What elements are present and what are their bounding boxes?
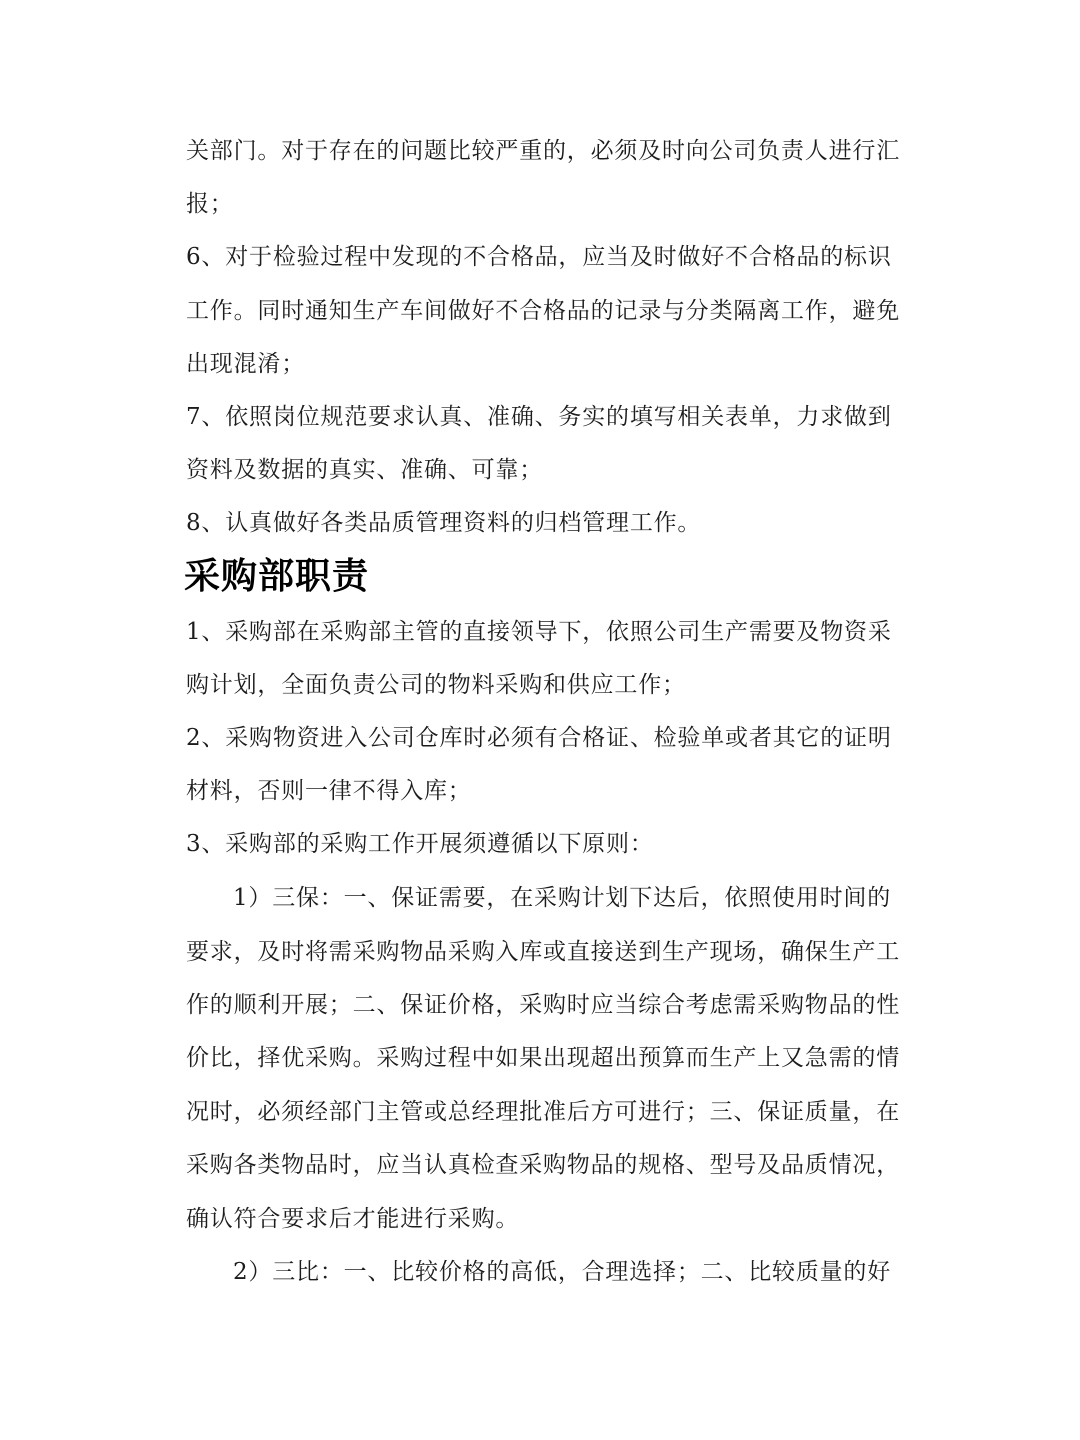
text-line: 工作。同时通知生产车间做好不合格品的记录与分类隔离工作，避免 <box>186 298 900 324</box>
text-line: 确认符合要求后才能进行采购。 <box>186 1206 520 1232</box>
list-item-8: 8、认真做好各类品质管理资料的归档管理工作。 <box>186 510 702 536</box>
text-line: 资料及数据的真实、准确、可靠； <box>186 457 543 483</box>
list-item-6: 6、对于检验过程中发现的不合格品，应当及时做好不合格品的标识 <box>186 244 892 270</box>
text-line: 出现混淆； <box>186 351 305 377</box>
list-item-2: 2、采购物资进入公司仓库时必须有合格证、检验单或者其它的证明 <box>186 725 892 751</box>
text-line: 况时，必须经部门主管或总经理批准后方可进行；三、保证质量，在 <box>186 1099 900 1125</box>
section-heading: 采购部职责 <box>184 556 370 597</box>
text-line: 报； <box>186 191 234 217</box>
list-item-7: 7、依照岗位规范要求认真、准确、务实的填写相关表单，力求做到 <box>186 404 892 430</box>
text-line: 材料，否则一律不得入库； <box>186 778 472 804</box>
text-line: 价比，择优采购。采购过程中如果出现超出预算而生产上又急需的情 <box>186 1045 900 1071</box>
text-line: 购计划，全面负责公司的物料采购和供应工作； <box>186 672 686 698</box>
sub-item-2: 2）三比：一、比较价格的高低，合理选择；二、比较质量的好 <box>233 1259 892 1285</box>
sub-item-1: 1）三保：一、保证需要，在采购计划下达后，依照使用时间的 <box>233 885 892 911</box>
text-line: 作的顺利开展；二、保证价格，采购时应当综合考虑需采购物品的性 <box>186 992 900 1018</box>
list-item-1: 1、采购部在采购部主管的直接领导下，依照公司生产需要及物资采 <box>186 619 892 645</box>
text-line: 要求，及时将需采购物品采购入库或直接送到生产现场，确保生产工 <box>186 939 900 965</box>
text-line: 采购各类物品时，应当认真检查采购物品的规格、型号及品质情况， <box>186 1152 900 1178</box>
list-item-3: 3、采购部的采购工作开展须遵循以下原则： <box>186 831 654 857</box>
text-line: 关部门。对于存在的问题比较严重的，必须及时向公司负责人进行汇 <box>186 138 900 164</box>
